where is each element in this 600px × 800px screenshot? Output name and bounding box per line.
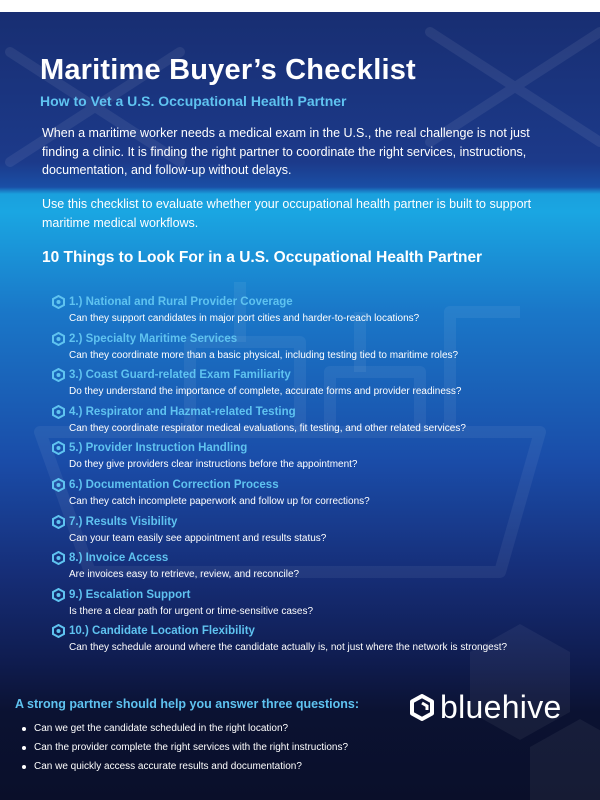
page-title: Maritime Buyer’s Checklist: [40, 54, 416, 86]
checklist-item-heading: 6.) Documentation Correction Process: [69, 478, 279, 491]
checklist-item-question: Can they support candidates in major port cities and harder-to-reach locations?: [69, 313, 420, 324]
checklist-item-2: [52, 331, 582, 368]
checklist-item-4: [52, 404, 582, 441]
checklist-item-heading: 1.) National and Rural Provider Coverage: [69, 296, 293, 308]
checklist-item-question: Do they understand the importance of complete, accurate forms and provider readiness?: [69, 386, 462, 398]
checklist-item-heading: 4.) Respirator and Hazmat-related Testing: [69, 405, 296, 418]
checklist-item-question: Can they coordinate more than a basic physical, including testing tied to maritime roles?: [69, 349, 459, 361]
checklist-page: [0, 12, 600, 800]
intro-paragraph-1: When a maritime worker needs a medical exam in the U.S., the real challenge is not just finding a clinic. It is finding the right partner to coordinate the right services, instructions, documentation, and follow-up without delays.: [42, 126, 530, 177]
checklist-item-heading: 5.) Provider Instruction Handling: [69, 442, 248, 455]
checklist-item-question: Can they catch incomplete paperwork and follow up for corrections?: [69, 495, 370, 507]
hexagon-icon: [52, 478, 65, 492]
logo-wordmark: bluehive: [440, 689, 562, 725]
intro-paragraph-2: Use this checklist to evaluate whether your occupational health partner is built to support maritime medical workflows.: [42, 197, 532, 230]
checklist-item-question: Can they coordinate respirator medical evaluations, fit testing, and other related services?: [69, 422, 466, 434]
hexagon-icon: [52, 405, 65, 419]
hexagon-icon: [52, 624, 65, 638]
bluehive-logo: [410, 687, 562, 727]
hexagon-icon: [52, 588, 65, 602]
checklist-item-heading: 8.) Invoice Access: [69, 552, 169, 565]
checklist-item-question: Is there a clear path for urgent or time-sensitive cases?: [69, 605, 314, 617]
checklist-item-question: Can they schedule around where the candidate actually is, not just where the network is strongest?: [69, 642, 508, 654]
checklist-item-question: Do they give providers clear instructions before the appointment?: [69, 459, 358, 471]
hexagon-logo-icon: [410, 694, 434, 721]
checklist: [52, 294, 582, 660]
checklist-item-question: Can your team easily see appointment and results status?: [69, 532, 327, 544]
summary-title: A strong partner should help you answer three questions:: [15, 697, 360, 711]
checklist-item-heading: 3.) Coast Guard-related Exam Familiarity: [69, 369, 291, 382]
checklist-item-6: [52, 477, 582, 514]
summary-bullet: Can the provider complete the right services with the right instructions?: [22, 738, 348, 757]
checklist-item-5: [52, 440, 582, 477]
hexagon-icon: [52, 551, 65, 565]
checklist-item-heading: 7.) Results Visibility: [69, 515, 178, 528]
checklist-item-1: [52, 294, 582, 331]
checklist-item-3: [52, 367, 582, 404]
checklist-item-heading: 2.) Specialty Maritime Services: [69, 332, 238, 345]
checklist-item-7: [52, 514, 582, 551]
checklist-item-8: [52, 550, 582, 587]
hexagon-icon: [52, 441, 65, 455]
hexagon-icon: [52, 515, 65, 529]
hexagon-icon: [52, 332, 65, 346]
summary-bullets: [22, 719, 348, 776]
summary-bullet: Can we quickly access accurate results and documentation?: [22, 757, 348, 776]
hexagon-icon: [52, 295, 65, 309]
summary-bullet: Can we get the candidate scheduled in the right location?: [22, 719, 348, 738]
checklist-item-heading: 10.) Candidate Location Flexibility: [69, 625, 255, 638]
checklist-item-9: [52, 587, 582, 624]
checklist-item-question: Are invoices easy to retrieve, review, and reconcile?: [69, 569, 300, 581]
checklist-item-heading: 9.) Escalation Support: [69, 588, 191, 601]
checklist-title: 10 Things to Look For in a U.S. Occupational Health Partner: [42, 249, 483, 266]
checklist-item-10: [52, 623, 582, 660]
page-subtitle: How to Vet a U.S. Occupational Health Partner: [40, 93, 347, 109]
page-content: [0, 12, 600, 800]
hexagon-icon: [52, 368, 65, 382]
